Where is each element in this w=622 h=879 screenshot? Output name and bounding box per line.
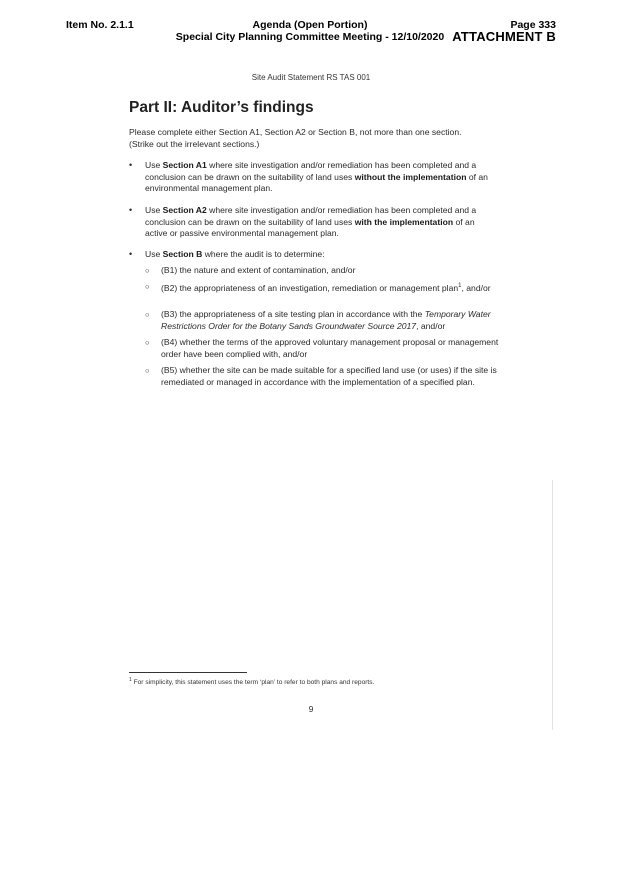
footnote-text: For simplicity, this statement uses the term ‘plan’ to refer to both plans and reports. (131, 679, 375, 687)
with-implementation-emphasis: with the implementation (354, 216, 454, 227)
b2-text: (B2) the appropriateness of an investigation, remediation or management plan$^1$, and/or (161, 282, 491, 293)
section-a2-label: Section A2 (162, 205, 207, 215)
without-implementation-emphasis: without the implementation (354, 171, 467, 182)
agenda-header (160, 19, 460, 43)
circle-bullet-icon: ○ (145, 366, 150, 375)
page-title: Part II: Auditor’s findings (129, 99, 314, 116)
section-a1-label: Section A1 (162, 160, 207, 170)
circle-bullet-icon: ○ (145, 266, 150, 275)
bullet-dot-icon: • (129, 160, 133, 170)
b4-text: (B4) whether the terms of the approved voluntary management proposal or management order have been complied with, and/or (161, 337, 499, 359)
item-number: Item No. 2.1.1 (66, 19, 134, 31)
attachment-label: ATTACHMENT B (452, 29, 556, 44)
section-b-label: Section B (162, 249, 203, 259)
intro-paragraph (129, 127, 499, 150)
footnote-ref: 1 (458, 283, 462, 289)
footnote (129, 677, 374, 686)
margin-rule (552, 480, 553, 730)
b3-text: (B3) the appropriateness of a site testing plan in accordance with the Temporary Water Restrictions Order for the Botany Sands Groundwater Source 2017, and/or (161, 309, 491, 331)
page-number: 9 (308, 704, 314, 714)
footnote-marker: 1 (129, 677, 132, 683)
intro-line-1: Please complete either Section A1, Section A2 or Section B, not more than one section. (129, 127, 462, 137)
page-label: Page 333 (510, 19, 556, 31)
meeting-title: Special City Planning Committee Meeting - 12/10/2020 (175, 31, 445, 43)
circle-bullet-icon: ○ (145, 282, 150, 291)
agenda-title: Agenda (Open Portion) (252, 19, 368, 31)
order-title: Temporary Water Restrictions Order for the Botany Sands Groundwater Source 2017 (161, 309, 491, 331)
bullet-b-text: Use Section B where the audit is to determine: (145, 249, 325, 259)
bullet-a1-text: Use Section A1 where site investigation and/or remediation has been completed and a conclusion can be drawn on the suitability of land uses without the implementation of an environmental management plan. (145, 160, 488, 194)
intro-line-2: (Strike out the irrelevant sections.) (129, 138, 260, 149)
bullet-dot-icon: • (129, 249, 133, 259)
circle-bullet-icon: ○ (145, 310, 150, 319)
circle-bullet-icon: ○ (145, 338, 150, 347)
b1-text: (B1) the nature and extent of contamination, and/or (161, 265, 356, 275)
bullet-dot-icon: • (129, 205, 133, 215)
b5-text: (B5) whether the site can be made suitable for a specified land use (or uses) if the site is remediated or managed in accordance with the implementation of a specified plan. (161, 365, 497, 387)
audit-statement: Site Audit Statement RS TAS 001 (251, 73, 371, 82)
bullet-a2-text: Use Section A2 where site investigation and/or remediation has been completed and a conclusion can be drawn on the suitability of land uses with the implementation of an active or passive environmental management plan. (145, 205, 477, 239)
page-header (452, 19, 556, 43)
footnote-divider (129, 672, 247, 673)
